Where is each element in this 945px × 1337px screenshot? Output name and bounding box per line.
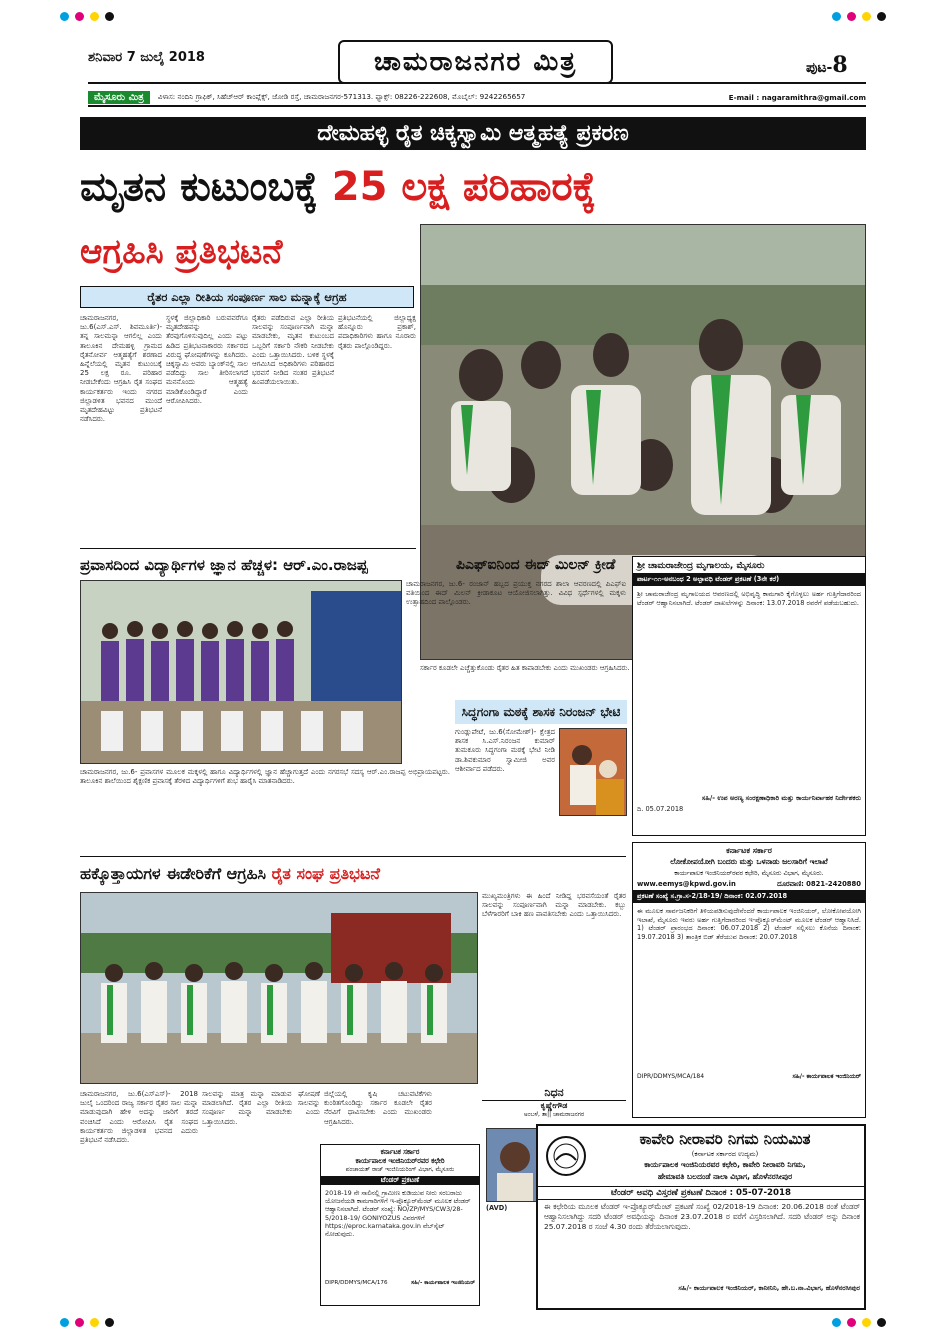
notice-prd-subtitle: ಟೆಂಡರ್ ಪ್ರಕಟಣೆ	[321, 1176, 479, 1185]
obituary-title: ನಿಧನ	[482, 1086, 626, 1101]
notice-pwd-ref: DIPR/DDMYS/MCA/184	[637, 1073, 705, 1080]
notice-prd-title: ಕರ್ನಾಟಕ ಸರ್ಕಾರ	[380, 1148, 420, 1156]
cauvery-body: ಈ ಕಛೇರಿಯ ಮೂಲಕ ಟೆಂಡರ್ ಇ-ಪ್ರೊಕ್ಯೂರ್‌ಮೆಂಟ್ ಪ್ರಕಟಣೆ ಸಂಖ್ಯೆ 02/2018-19 ದಿನಾಂಕ: 20.06.2018 ರಂತೆ ಟೆಂಡರ್ ಆಹ್ವಾನಿಸಲಾಗಿದ್ದು ಸದರಿ ಟೆಂಡರ್ ಅವಧಿಯನ್ನು ದಿನಾಂಕ 23.07.2018 ರ ವರೆಗೆ ವಿಸ್ತರಿಸಲಾಗಿದೆ. ಸದರಿ ಟೆಂಡರ್ ಅನ್ನು ದಿನಾಂಕ 25.07.2018 ರ ಸಂಜೆ 4.30 ರಂದು ತೆರೆಯಲಾಗುವುದು.	[544, 1202, 860, 1231]
lead-headline-part2: ಲಕ್ಷ ಪರಿಹಾರಕ್ಕೆ	[387, 164, 597, 210]
story5-headline-part1: ಹಕ್ಕೊತ್ತಾಯಗಳ ಈಡೇರಿಕೆಗೆ ಆಗ್ರಹಿಸಿ	[80, 864, 272, 883]
notice-prd-dept: ಪಂಚಾಯತ್ ರಾಜ್ ಇಂಜಿನಿಯರಿಂಗ್ ವಿಭಾಗ, ಮೈಸೂರು	[345, 1166, 455, 1173]
cauvery-sub1: (ಕರ್ನಾಟಕ ಸರ್ಕಾರದ ಉದ್ಯಮ)	[691, 1150, 759, 1158]
story5-headline	[80, 860, 626, 888]
registration-dots-bottom-right	[832, 1318, 886, 1327]
page-number: 8	[832, 52, 848, 78]
address-bar	[88, 89, 866, 107]
notice-prd-body: 2018-19 ನೇ ಸಾಲಿನಲ್ಲಿ ಗ್ರಾಮೀಣ ಕುಡಿಯುವ ನೀರು ಸರಬರಾಜು ಯೋಜನೆಯಡಿ ಕಾಮಗಾರಿಗಳಿಗೆ ಇ-ಪ್ರೊಕ್ಯೂರ್‌ಮೆಂಟ್ ಮೂಲಕ ಟೆಂಡರ್ ಆಹ್ವಾನಿಸಲಾಗಿದೆ. ಟೆಂಡರ್ ಸಂಖ್ಯೆ: NO/ZP/MYS/CW3/28-5/2018-19/ GONIYOZUS ವಿವರಗಳಿಗೆ https://eproc.karnataka.gov.in ವೆಬ್‌ಸೈಟ್ ನೋಡುವುದು.	[325, 1189, 471, 1239]
registration-dots-bottom-left	[60, 1318, 114, 1327]
page-label: ಪುಟ-	[806, 60, 833, 76]
story5-body-col-3: ಜಿಲ್ಲೆಯಲ್ಲಿ ಕೃಷಿ ಚಟುವಟಿಕೆಗಳು ಕುಂಠಿತಗೊಂಡಿದ್ದು ಸರ್ಕಾರ ಕೂಡಲೇ ರೈತರ ನೆರವಿಗೆ ಧಾವಿಸಬೇಕು ಎಂದು ಮುಖಂಡರು ಆಗ್ರಹಿಸಿದರು.	[324, 1090, 432, 1126]
lead-subhead: ರೈತರ ಎಲ್ಲಾ ರೀತಿಯ ಸಂಪೂರ್ಣ ಸಾಲ ಮನ್ನಾಕ್ಕೆ ಆಗ್ರಹ	[80, 286, 414, 308]
notice-pwd-body: ಈ ಮೂಲಕ ಸಾರ್ವಜನಿಕರಿಗೆ ತಿಳಿಯಪಡಿಸುವುದೇನೆಂದರೆ ಕಾರ್ಯಪಾಲಕ ಇಂಜಿನಿಯರ್, ಲೋಕೋಪಯೋಗಿ ಇಲಾಖೆ, ಮೈಸೂರು ಇವರು ಅರ್ಹ ಗುತ್ತಿಗೆದಾರರಿಂದ ಇ-ಪ್ರೊಕ್ಯೂರ್‌ಮೆಂಟ್ ಮೂಲಕ ಟೆಂಡರ್ ಆಹ್ವಾನಿಸಿದೆ. 1) ಟೆಂಡರ್ ಪ್ರಾರಂಭದ ದಿನಾಂಕ: 06.07.2018 2) ಟೆಂಡರ್ ಸಲ್ಲಿಸಲು ಕೊನೆಯ ದಿನಾಂಕ: 19.07.2018 3) ತಾಂತ್ರಿಕ ಬಿಡ್ ತೆರೆಯುವ ದಿನಾಂಕ: 20.07.2018	[637, 907, 861, 941]
notice-pwd-footer	[633, 1071, 865, 1083]
lead-bottom-rule	[80, 548, 416, 549]
notice-zoo-subtitle: ಪಾರ್ಟ-೧೧-ಅನಬಂಧ 2 ಅಲ್ಪಾವಧಿ ಟೆಂಡರ್ ಪ್ರಕಟಣೆ (3ನೇ ಕರೆ)	[633, 573, 865, 586]
contact-email: E-mail : nagaramithra@gmail.com	[728, 92, 866, 102]
notice-pwd-subtitle: ಲೋಕೋಪಯೋಗಿ ಬಂದರು ಮತ್ತು ಒಳನಾಡು ಜಲಸಾರಿಗೆ ಇಲಾಖೆ	[670, 857, 828, 866]
story4-body: ಗುಂಡ್ಲುಪೇಟೆ, ಜು.6(ಸೋಮೇಶ್)- ಕ್ಷೇತ್ರದ ಶಾಸಕ ಸಿ.ಎಸ್.ನಿರಂಜನ ಕುಮಾರ್ ತುಮಕೂರು ಸಿದ್ಧಗಂಗಾ ಮಠಕ್ಕೆ ಭೇಟಿ ನೀಡಿ ಡಾ.ಶಿವಕುಮಾರ ಸ್ವಾಮೀಜಿ ಅವರ ಆಶೀರ್ವಾದ ಪಡೆದರು.	[455, 728, 555, 773]
notice-pwd-contact	[633, 879, 865, 890]
notice-zoo-body: ಶ್ರೀ ಚಾಮರಾಜೇಂದ್ರ ಮೃಗಾಲಯದ ಆವರಣದಲ್ಲಿ ಅಭಿವೃದ್ಧಿ ಕಾಮಗಾರಿ ಕೈಗೊಳ್ಳಲು ಅರ್ಹ ಗುತ್ತಿಗೆದಾರರಿಂದ ಟೆಂಡರ್ ಆಹ್ವಾನಿಸಲಾಗಿದೆ. ಟೆಂಡರ್ ದಾಖಲೆಗಳನ್ನು ದಿನಾಂಕ: 13.07.2018 ರವರೆಗೆ ಪಡೆಯಬಹುದು.	[637, 590, 861, 607]
masthead-title: ಚಾಮರಾಜನಗರ ಮಿತ್ರ	[373, 47, 578, 77]
contact-address: ವಿಳಾಸ: ನಂದಿನಿ ಗ್ರಾಫಿಕ್, ಸಿಹೆಚ್‌ಆರ್ ಕಾಂಪ್ಲೆಕ್ಸ್, ಜೋಡಿ ರಸ್ತೆ, ಚಾಮರಾಜನಗರ-571313. ಫ್ಯಾಕ್ಸ್: 08226-222608, ಮೊಬೈಲ್: 9242265657	[157, 92, 526, 101]
cauvery-sign: ಸಹಿ/- ಕಾರ್ಯಪಾಲಕ ಇಂಜಿನಿಯರ್, ಕಾನೀನಿನಿ, ಹೇ.ಬ.ನಾ.ವಿಭಾಗ, ಹೊಳೆನರಸೀಪುರ	[678, 1284, 860, 1292]
obituary-photo	[486, 1128, 542, 1202]
story3-headline: ಪಿಎಫ್‌ಐನಿಂದ ಈದ್ ಮಿಲನ್ ಕ್ರೀಡೆ	[456, 557, 616, 573]
lead-headline	[80, 156, 866, 218]
notice-zoo-title: ಶ್ರೀ ಚಾಮರಾಜೇಂದ್ರ ಮೃಗಾಲಯ, ಮೈಸೂರು	[637, 561, 765, 571]
story5-body-col-4: ಮುಖ್ಯಮಂತ್ರಿಗಳು ಈ ಹಿಂದೆ ನೀಡಿದ್ದ ಭರವಸೆಯಂತೆ ರೈತರ ಸಾಲವನ್ನು ಸಂಪೂರ್ಣವಾಗಿ ಮನ್ನಾ ಮಾಡಬೇಕು. ಕಬ್ಬು ಬೆಳೆಗಾರರಿಗೆ ಬಾಕಿ ಹಣ ಪಾವತಿಸಬೇಕು ಎಂದು ಒತ್ತಾಯಿಸಿದರು.	[482, 892, 626, 919]
obituary-name: ಕೃಷ್ಣೇಗೌಡ	[540, 1101, 568, 1110]
obituary-photo-label: (AVD)	[486, 1204, 508, 1212]
notice-pwd-title: ಕರ್ನಾಟಕ ಸರ್ಕಾರ	[726, 846, 772, 855]
story5-headline-highlight: ರೈತ ಸಂಘ ಪ್ರತಿಭಟನೆ	[271, 864, 380, 883]
notice-zoo-tender	[632, 556, 866, 836]
notice-cauvery-tender	[536, 1124, 866, 1310]
story5-photo-farmers	[80, 892, 478, 1084]
lead-body-col-4: ಪ್ರತಿಭಟನೆಯಲ್ಲಿ ಜಿಲ್ಲಾಧ್ಯಕ್ಷ ಹೊನ್ನೂರು ಪ್ರಕಾಶ್, ಪದಾಧಿಕಾರಿಗಳು ಹಾಗೂ ನೂರಾರು ರೈತರು ಪಾಲ್ಗೊಂಡಿದ್ದರು.	[338, 314, 416, 350]
issue-date: ಶನಿವಾರ 7 ಜುಲೈ 2018	[88, 50, 205, 65]
cauvery-sub2: ಕಾರ್ಯಪಾಲಕ ಇಂಜಿನಿಯರವರ ಕಛೇರಿ, ಕಾವೇರಿ ನೀರಾವರಿ ನಿಗಮ,	[644, 1160, 806, 1169]
lead-body-col-1: ಚಾಮರಾಜನಗರ, ಜು.6(ಎಸ್.ಎಸ್. ಶಿವಮೂರ್ತಿ)- ತನ್ನ ಸಾಲಮನ್ನಾ ಆಗಲಿಲ್ಲ ಎಂದು ತಾಲೂಕಿನ ದೇಮಹಳ್ಳಿ ಗ್ರಾಮದ ರೈತನೋರ್ವ ಆತ್ಮಹತ್ಯೆಗೆ ಶರಣಾದ ಹಿನ್ನೆಲೆಯಲ್ಲಿ ಮೃತನ ಕುಟುಂಬಕ್ಕೆ 25 ಲಕ್ಷ ರೂ. ಪರಿಹಾರ ನೀಡಬೇಕೆಂದು ಆಗ್ರಹಿಸಿ ರೈತ ಸಂಘದ ಕಾರ್ಯಕರ್ತರು ಇಂದು ನಗರದ ಜಿಲ್ಲಾಡಳಿತ ಭವನದ ಮುಂದೆ ಮೃತದೇಹವಿಟ್ಟು ಪ್ರತಿಭಟನೆ ನಡೆಸಿದರು.	[80, 314, 162, 424]
story2-photo-students	[80, 580, 402, 764]
lead-body-col-2: ಸ್ಥಳಕ್ಕೆ ಜಿಲ್ಲಾಧಿಕಾರಿ ಬರುವವರೆಗೂ ಮೃತದೇಹವನ್ನು ತೆರವುಗೊಳಿಸುವುದಿಲ್ಲ ಎಂದು ಪಟ್ಟು ಹಿಡಿದ ಪ್ರತಿಭಟನಾಕಾರರು ಸರ್ಕಾರದ ವಿರುದ್ಧ ಘೋಷಣೆಗಳನ್ನು ಕೂಗಿದರು. ಚಿಕ್ಕಸ್ವಾಮಿ ಅವರು ಬ್ಯಾಂಕ್‌ನಲ್ಲಿ ಸಾಲ ಪಡೆದಿದ್ದು ಸಾಲ ತೀರಿಸಲಾಗದೆ ಮನನೊಂದು ಆತ್ಮಹತ್ಯೆ ಮಾಡಿಕೊಂಡಿದ್ದಾರೆ ಎಂದು ಆರೋಪಿಸಿದರು.	[166, 314, 248, 405]
notice-pwd-number: ಪ್ರಕಟಣೆ ಸಂಖ್ಯೆ ಸ.ಗ್ರಾ.ಸ-2/18-19/ ದಿನಾಂಕ: 02.07.2018	[633, 890, 865, 903]
lead-headline-highlight: 25	[331, 164, 388, 210]
registration-dots-top-left	[60, 12, 114, 21]
notice-prd-sign: ಸಹಿ/- ಕಾರ್ಯಪಾಲಕ ಇಂಜಿನಿಯರ್	[411, 1280, 475, 1286]
story2-body: ಚಾಮರಾಜನಗರ, ಜು.6- ಪ್ರವಾಸಗಳ ಮೂಲಕ ಮಕ್ಕಳಲ್ಲಿ ಹಾಗೂ ವಿದ್ಯಾರ್ಥಿಗಳಲ್ಲಿ ಜ್ಞಾನ ಹೆಚ್ಚಾಗುತ್ತದೆ ಎಂದು ನಗರಸಭೆ ಸದಸ್ಯ ಆರ್.ಎಂ.ರಾಜಪ್ಪ ಅಭಿಪ್ರಾಯಪಟ್ಟರು. ತಾಲೂಕಿನ ಶಾಲೆಯಿಂದ ಶೈಕ್ಷಣಿಕ ಪ್ರವಾಸಕ್ಕೆ ತೆರಳಿದ ವಿದ್ಯಾರ್ಥಿಗಳಿಗೆ ಶುಭ ಹಾರೈಸಿ ಮಾತನಾಡಿದರು.	[80, 768, 450, 786]
notice-pwd-tender	[632, 842, 866, 1118]
notice-pwd-sign: ಸಹಿ/- ಕಾರ್ಯಪಾಲಕ ಇಂಜಿನಿಯರ್	[792, 1073, 861, 1080]
notice-prd-ref: DIPR/DDMYS/MCA/176	[325, 1280, 388, 1286]
notice-prd-tender	[320, 1144, 480, 1306]
notice-zoo-ref: ದಿ. 05.07.2018	[637, 804, 684, 813]
story2-headline: ಪ್ರವಾಸದಿಂದ ವಿದ್ಯಾರ್ಥಿಗಳ ಜ್ಞಾನ ಹೆಚ್ಚಳ: ಆರ್.ಎಂ.ರಾಜಪ್ಪ	[80, 556, 368, 574]
cauvery-sub3: ಹೇಮಾವತಿ ಬಲದಂಡೆ ನಾಲಾ ವಿಭಾಗ, ಹೊಳೆನರಸೀಪುರ	[657, 1172, 793, 1181]
cauvery-logo	[546, 1134, 586, 1178]
notice-prd-office: ಕಾರ್ಯಪಾಲಕ ಇಂಜಿನಿಯರ್‌ರವರ ಕಛೇರಿ	[355, 1157, 445, 1165]
lead-body-col-3: ರೈತರು ಪಡೆದಿರುವ ಎಲ್ಲಾ ರೀತಿಯ ಸಾಲವನ್ನು ಸಂಪೂರ್ಣವಾಗಿ ಮನ್ನಾ ಮಾಡಬೇಕು, ಮೃತನ ಕುಟುಂಬದ ಒಬ್ಬರಿಗೆ ಸರ್ಕಾರಿ ನೌಕರಿ ನೀಡಬೇಕು ಎಂದು ಒತ್ತಾಯಿಸಿದರು. ಬಳಿಕ ಸ್ಥಳಕ್ಕೆ ಆಗಮಿಸಿದ ಅಧಿಕಾರಿಗಳು ಪರಿಹಾರದ ಭರವಸೆ ನೀಡಿದ ನಂತರ ಪ್ರತಿಭಟನೆ ಹಿಂಪಡೆಯಲಾಯಿತು.	[252, 314, 334, 387]
notice-prd-footer	[321, 1279, 479, 1288]
notice-zoo-sign: ಸಹಿ/- ಉಪ ಅರಣ್ಯ ಸಂರಕ್ಷಣಾಧಿಕಾರಿ ಮತ್ತು ಕಾರ್ಯನಿರ್ವಾಹಕ ನಿರ್ದೇಶಕರು	[701, 794, 861, 802]
story4-photo-visit	[559, 728, 627, 816]
lead-headline-line2: ಆಗ್ರಹಿಸಿ ಪ್ರತಿಭಟನೆ	[80, 232, 283, 272]
notice-pwd-web: www.eemys@kpwd.gov.in	[637, 880, 736, 888]
lead-headline-part1: ಮೃತನ ಕುಟುಂಬಕ್ಕೆ	[80, 164, 332, 210]
notice-pwd-phone: ದೂರವಾಣಿ: 0821-2420880	[777, 880, 861, 888]
sub-logo: ಮೈಸೂರು ಮಿತ್ರ	[88, 91, 150, 104]
lead-kicker: ದೇಮಹಳ್ಳಿ ರೈತ ಚಿಕ್ಕಸ್ವಾಮಿ ಆತ್ಮಹತ್ಯೆ ಪ್ರಕರಣ	[80, 117, 866, 150]
page-number-block	[806, 52, 848, 78]
story4-headline: ಸಿದ್ಧಗಂಗಾ ಮಠಕ್ಕೆ ಶಾಸಕ ನಿರಂಜನ್ ಭೇಟಿ	[455, 700, 627, 724]
cauvery-date-line: ಟೆಂಡರ್ ಅವಧಿ ವಿಸ್ತರಣೆ ಪ್ರಕಟಣೆ ದಿನಾಂಕ : 05-07-2018	[538, 1186, 864, 1200]
story5-top-rule	[80, 856, 626, 857]
masthead-rule-top	[88, 82, 866, 84]
story5-body-col-1: ಚಾಮರಾಜನಗರ, ಜು.6(ಎಸ್‌ಎಸ್)- 2018 ಜುಲೈ ಒಂದರಿಂದ ರಾಜ್ಯ ಸರ್ಕಾರ ರೈತರ ಸಾಲ ಮನ್ನಾ ಮಾಡುವುದಾಗಿ ಹೇಳಿ ಅದನ್ನು ಜಾರಿಗೆ ತರದೆ ವಂಚಿಸಿದೆ ಎಂದು ಆರೋಪಿಸಿ ರೈತ ಸಂಘದ ಕಾರ್ಯಕರ್ತರು ಜಿಲ್ಲಾಡಳಿತ ಭವನದ ಎದುರು ಪ್ರತಿಭಟನೆ ನಡೆಸಿದರು.	[80, 1090, 198, 1145]
obituary-subtitle: ಅಂಬಳೆ, ತಾ|| ಚಾಮರಾಜನಗರ	[523, 1111, 585, 1118]
registration-dots-top-right	[832, 12, 886, 21]
story5-body-col-2: ಸಾಲವನ್ನು ಮಾತ್ರ ಮನ್ನಾ ಮಾಡುವ ಘೋಷಣೆ ಮಾಡಲಾಗಿದೆ. ರೈತರ ಎಲ್ಲಾ ರೀತಿಯ ಸಾಲವನ್ನು ಸಂಪೂರ್ಣ ಮನ್ನಾ ಮಾಡಬೇಕು ಎಂದು ಒತ್ತಾಯಿಸಿದರು.	[202, 1090, 320, 1126]
lead-body-col-5: ಸರ್ಕಾರ ಕೂಡಲೇ ಎಚ್ಚೆತ್ತುಕೊಂಡು ರೈತರ ಹಿತ ಕಾಪಾಡಬೇಕು ಎಂದು ಮುಖಂಡರು ಆಗ್ರಹಿಸಿದರು.	[420, 664, 630, 672]
notice-pwd-office: ಕಾರ್ಯಪಾಲಕ ಇಂಜಿನಿಯರ್‌ರವರ ಕಛೇರಿ, ಮೈಸೂರು ವಿಭಾಗ, ಮೈಸೂರು.	[674, 869, 824, 877]
cauvery-title: ಕಾವೇರಿ ನೀರಾವರಿ ನಿಗಮ ನಿಯಮಿತ	[639, 1130, 811, 1148]
story3-body: ಚಾಮರಾಜನಗರ, ಜು.6- ರಂಜಾನ್ ಹಬ್ಬದ ಪ್ರಯುಕ್ತ ನಗರದ ಶಾಲಾ ಆವರಣದಲ್ಲಿ ಪಿಎಫ್‌ಐ ವತಿಯಿಂದ ಈದ್ ಮಿಲನ್ ಕ್ರೀಡಾಕೂಟ ಆಯೋಜಿಸಲಾಗಿತ್ತು. ವಿವಿಧ ಸ್ಪರ್ಧೆಗಳಲ್ಲಿ ಮಕ್ಕಳು ಉತ್ಸಾಹದಿಂದ ಪಾಲ್ಗೊಂಡರು.	[406, 580, 626, 607]
